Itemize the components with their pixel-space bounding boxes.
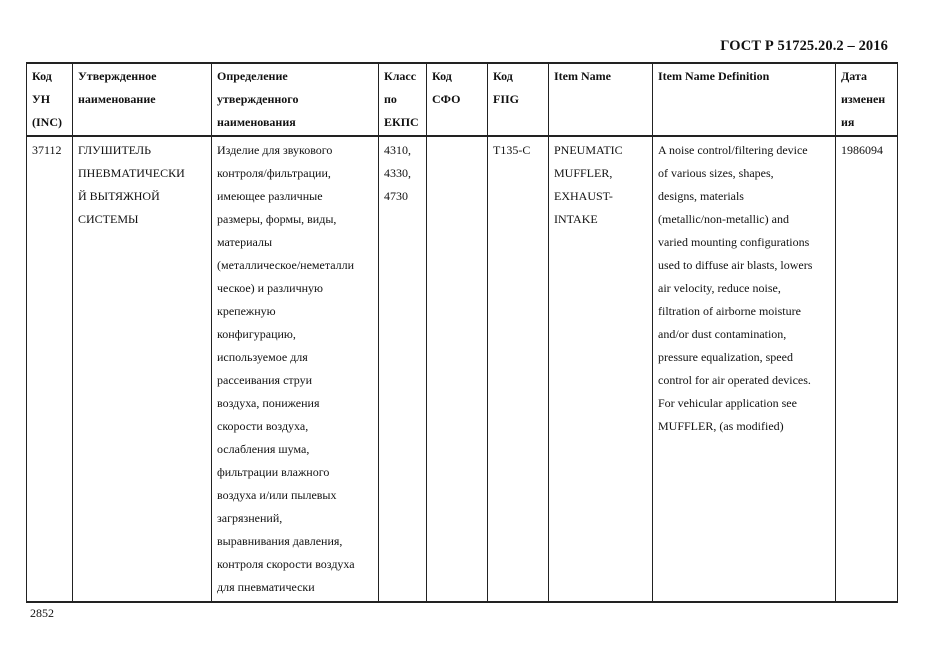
document-title: ГОСТ Р 51725.20.2 – 2016 xyxy=(720,38,888,54)
cell-text-line: (металлическое/неметалли xyxy=(217,258,355,272)
cell-text-line: 4730 xyxy=(384,189,408,203)
header-text-line: Код xyxy=(432,69,452,83)
cell-text-line: MUFFLER, (as modified) xyxy=(658,419,784,433)
header-text-line: Определение xyxy=(217,69,288,83)
header-text-line: Item Name xyxy=(554,69,611,83)
header-cell-date xyxy=(836,63,898,136)
cell-text-line: воздуха, понижения xyxy=(217,396,320,410)
cell-text-line: ПНЕВМАТИЧЕСКИ xyxy=(78,166,185,180)
cell-approved-name xyxy=(73,136,212,602)
cell-text-line: Изделие для звукового xyxy=(217,143,333,157)
cell-text-line: For vehicular application see xyxy=(658,396,797,410)
cell-text-line: control for air operated devices. xyxy=(658,373,811,387)
header-text-line: наименования xyxy=(217,115,296,129)
cell-text-line: (metallic/non-metallic) and xyxy=(658,212,789,226)
cell-text-line: имеющее различные xyxy=(217,189,323,203)
cell-text-line: filtration of airborne moisture xyxy=(658,304,801,318)
cell-text-line: скорости воздуха, xyxy=(217,419,309,433)
cell-text-line: INTAKE xyxy=(554,212,598,226)
cell-text-line: конфигурацию, xyxy=(217,327,296,341)
header-cell-approved-name xyxy=(73,63,212,136)
header-cell-definition xyxy=(212,63,379,136)
cell-item-name xyxy=(549,136,653,602)
header-text-line: ЕКПС xyxy=(384,115,419,129)
header-text-line: (INC) xyxy=(32,115,62,129)
cell-text-line: ослабления шума, xyxy=(217,442,310,456)
header-cell-item-def xyxy=(653,63,836,136)
cell-text-line: A noise control/filtering device xyxy=(658,143,808,157)
cell-text-line: фильтрации влажного xyxy=(217,465,330,479)
cell-text-line: 4310, xyxy=(384,143,411,157)
header-text-line: наименование xyxy=(78,92,156,106)
cell-ekps xyxy=(379,136,427,602)
header-cell-inc xyxy=(27,63,73,136)
cell-text-line: контроля скорости воздуха xyxy=(217,557,355,571)
header-text-line: ия xyxy=(841,115,855,129)
cell-text-line: контроля/фильтрации, xyxy=(217,166,331,180)
cell-text-line: крепежную xyxy=(217,304,276,318)
cell-text-line: рассеивания струи xyxy=(217,373,313,387)
page-number: 2852 xyxy=(30,606,54,620)
header-cell-ekps xyxy=(379,63,427,136)
cell-item-def xyxy=(653,136,836,602)
cell-text-line: 37112 xyxy=(32,143,62,157)
header-cell-fiig xyxy=(488,63,549,136)
cell-text-line: varied mounting configurations xyxy=(658,235,810,249)
header-text-line: Класс xyxy=(384,69,417,83)
cell-text-line: of various sizes, shapes, xyxy=(658,166,774,180)
header-text-line: по xyxy=(384,92,397,106)
cell-text-line: ГЛУШИТЕЛЬ xyxy=(78,143,151,157)
header-text-line: Дата xyxy=(841,69,867,83)
cell-text-line: EXHAUST- xyxy=(554,189,613,203)
cell-text-line: используемое для xyxy=(217,350,308,364)
header-cell-sfo xyxy=(427,63,488,136)
header-text-line: Item Name Definition xyxy=(658,69,770,83)
header-cell-item-name xyxy=(549,63,653,136)
header-text-line: изменен xyxy=(841,92,886,106)
cell-text-line: T135-C xyxy=(493,143,531,157)
cell-text-line: ческое) и различную xyxy=(217,281,323,295)
table-row xyxy=(27,136,898,602)
table-header-row xyxy=(27,63,898,136)
cell-text-line: Й ВЫТЯЖНОЙ xyxy=(78,189,160,203)
header-text-line: утвержденного xyxy=(217,92,299,106)
cell-text-line: воздуха и/или пылевых xyxy=(217,488,337,502)
header-text-line: СФО xyxy=(432,92,461,106)
cell-sfo xyxy=(427,136,488,602)
item-name-table xyxy=(26,62,898,603)
cell-text-line: выравнивания давления, xyxy=(217,534,343,548)
cell-text-line: PNEUMATIC xyxy=(554,143,623,157)
cell-text-line: 4330, xyxy=(384,166,411,180)
cell-text-line: материалы xyxy=(217,235,273,249)
cell-text-line: air velocity, reduce noise, xyxy=(658,281,781,295)
cell-inc xyxy=(27,136,73,602)
cell-text-line: used to diffuse air blasts, lowers xyxy=(658,258,813,272)
header-text-line: FIIG xyxy=(493,92,520,106)
cell-text-line: pressure equalization, speed xyxy=(658,350,793,364)
cell-text-line: размеры, формы, виды, xyxy=(217,212,337,226)
cell-text-line: MUFFLER, xyxy=(554,166,613,180)
cell-text-line: 1986094 xyxy=(841,143,883,157)
cell-text-line: загрязнений, xyxy=(217,511,283,525)
cell-text-line: СИСТЕМЫ xyxy=(78,212,139,226)
cell-text-line: designs, materials xyxy=(658,189,744,203)
header-text-line: Утвержденное xyxy=(78,69,157,83)
header-text-line: УН xyxy=(32,92,51,106)
cell-text-line: and/or dust contamination, xyxy=(658,327,787,341)
cell-text-line: для пневматически xyxy=(217,580,315,594)
header-text-line: Код xyxy=(493,69,513,83)
cell-date xyxy=(836,136,898,602)
cell-definition xyxy=(212,136,379,602)
cell-fiig xyxy=(488,136,549,602)
header-text-line: Код xyxy=(32,69,52,83)
